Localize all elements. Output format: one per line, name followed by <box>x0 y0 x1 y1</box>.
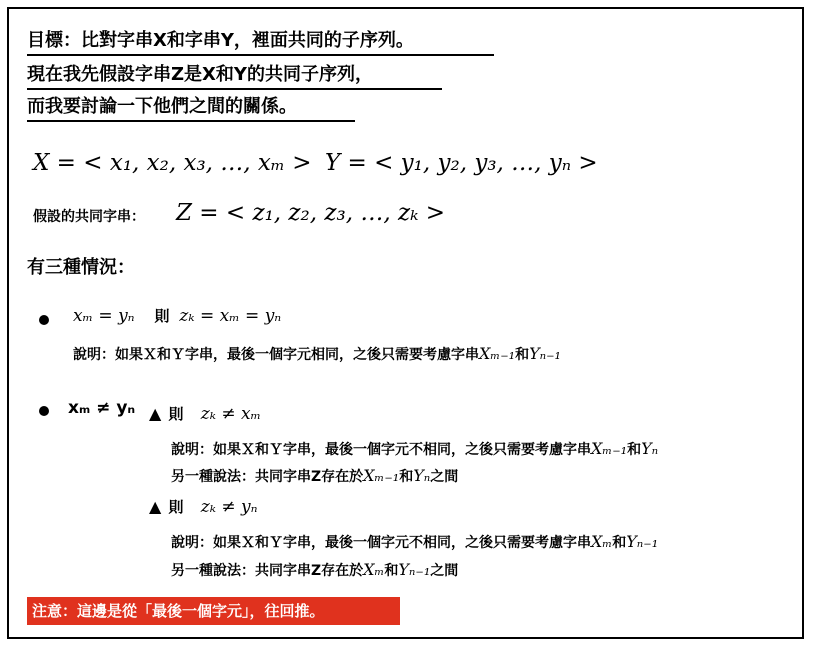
case2-condition: xₘ ≠ yₙ <box>68 398 136 418</box>
case1-explanation <box>73 344 561 364</box>
case1-explain-b: Yₙ₋₁ <box>529 344 561 363</box>
case2-sub1-alt-prefix: 另一種說法：共同字串Z存在於 <box>171 469 364 485</box>
case2-sub2-alt-suffix: 之間 <box>430 563 459 579</box>
cases-title: 有三種情況： <box>27 257 135 278</box>
case2-sub1-explain-and: 和 <box>627 442 642 458</box>
case2-sub1-alt-and: 和 <box>399 469 414 485</box>
headline-line-3: 而我要討論一下他們之間的關係。 <box>27 96 355 122</box>
case2-sub2-explain-and: 和 <box>612 535 627 551</box>
headline-line-2: 現在我先假設字串Z是X和Y的共同子序列， <box>27 64 442 90</box>
case1-explain-a: Xₘ₋₁ <box>479 344 516 363</box>
case2-sub2-alternative <box>171 560 458 580</box>
case1-condition <box>73 305 281 326</box>
case2-sub2-explain-prefix: 說明：如果Ｘ和Ｙ字串，最後一個字元不相同，之後只需要考慮字串 <box>171 535 591 551</box>
triangle-icon: ▲ <box>149 404 162 423</box>
case2-sub1-alternative <box>171 466 458 486</box>
case2-sub1-then-word: 則 <box>168 405 184 423</box>
case2-sub1-alt-a: Xₘ₋₁ <box>363 466 400 485</box>
case2-sub1-explain-a: Xₘ₋₁ <box>591 439 628 458</box>
case2-sub2-alt-a: Xₘ <box>363 560 385 579</box>
case1-explain-prefix: 說明：如果Ｘ和Ｙ字串，最後一個字元相同，之後只需要考慮字串 <box>73 347 479 363</box>
case2-sub2-expr: zₖ ≠ yₙ <box>200 497 258 517</box>
case2-sub2-then-word: 則 <box>168 498 184 516</box>
case2-sub2-alt-b: Yₙ₋₁ <box>398 560 431 579</box>
case2-sub1-explain-prefix: 說明：如果Ｘ和Ｙ字串，最後一個字元不相同，之後只需要考慮字串 <box>171 442 591 458</box>
case2-sub2-alt-prefix: 另一種說法：共同字串Z存在於 <box>171 563 364 579</box>
z-label: 假設的共同字串： <box>33 209 145 225</box>
case2-sub1-explanation <box>171 439 658 459</box>
case2-sub2-alt-and: 和 <box>384 563 399 579</box>
case2-sub2-explanation <box>171 532 658 552</box>
case2-sub2-explain-a: Xₘ <box>591 532 613 551</box>
case1-cond-expr: xₘ = yₙ <box>73 306 135 326</box>
case2-sub2-explain-b: Yₙ₋₁ <box>626 532 659 551</box>
x-sequence: X = < x₁, x₂, x₃, …, xₘ > <box>33 150 312 176</box>
triangle-icon: ▲ <box>149 497 162 516</box>
case2-sub2-header <box>149 496 258 517</box>
case1-explain-and: 和 <box>515 347 530 363</box>
case2-sub1-expr: zₖ ≠ xₘ <box>200 404 262 424</box>
bullet-icon <box>39 406 49 416</box>
case2-sub1-alt-b: Yₙ <box>413 466 431 485</box>
z-sequence: Z = < z₁, z₂, z₃, …, zₖ > <box>176 200 446 226</box>
case2-sub1-alt-suffix: 之間 <box>430 469 459 485</box>
case1-then-expr: zₖ = xₘ = yₙ <box>179 306 282 326</box>
y-sequence: Y = < y₁, y₂, y₃, …, yₙ > <box>325 150 598 176</box>
note-banner: 注意：這邊是從「最後一個字元」，往回推。 <box>27 597 400 625</box>
bullet-icon <box>39 315 49 325</box>
headline-line-1: 目標：比對字串X和字串Y，裡面共同的子序列。 <box>27 30 494 56</box>
case2-sub1-header <box>149 403 261 424</box>
case2-sub1-explain-b: Yₙ <box>641 439 659 458</box>
case1-then-word: 則 <box>154 307 170 325</box>
